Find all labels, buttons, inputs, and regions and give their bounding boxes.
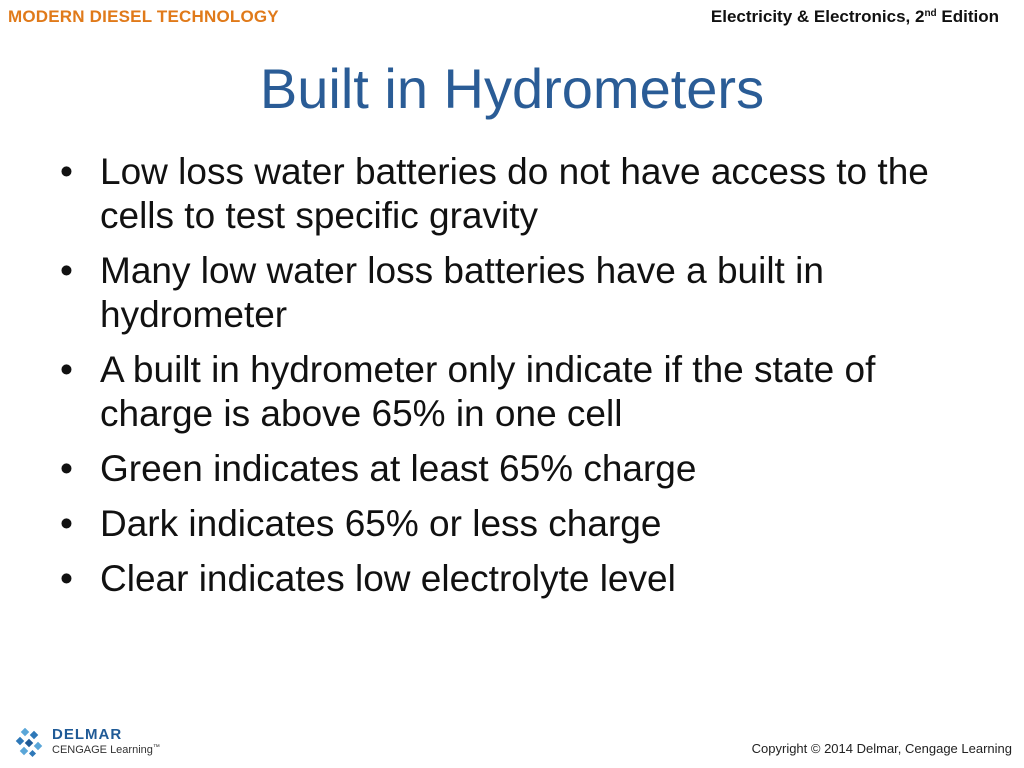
slide-title: Built in Hydrometers xyxy=(259,57,765,120)
logo-trademark: ™ xyxy=(152,744,160,751)
logo-name: DELMAR xyxy=(52,726,123,743)
bullet-text: Low loss water batteries do not have access to the cells to test specific gravity xyxy=(100,151,929,236)
bullet-item xyxy=(58,348,963,436)
logo-subtitle-text: CENGAGE Learning xyxy=(52,744,153,756)
bullet-dot-icon: • xyxy=(60,151,73,192)
bullet-dot-icon: • xyxy=(60,349,73,390)
bullet-text: Clear indicates low electrolyte level xyxy=(100,558,676,599)
logo-subtitle xyxy=(52,744,160,756)
bullet-list xyxy=(58,150,963,612)
bullet-item xyxy=(58,557,963,601)
bullet-text: A built in hydrometer only indicate if the state of charge is above 65% in one cell xyxy=(100,349,876,434)
bullet-item xyxy=(58,502,963,546)
bullet-text: Green indicates at least 65% charge xyxy=(100,448,697,489)
bullet-item xyxy=(58,447,963,491)
edition-superscript: nd xyxy=(924,8,937,19)
edition-title-tail: Edition xyxy=(936,7,999,26)
bullet-text: Dark indicates 65% or less charge xyxy=(100,503,662,544)
delmar-cengage-logo xyxy=(14,726,174,762)
bullet-dot-icon: • xyxy=(60,558,73,599)
bullet-dot-icon: • xyxy=(60,250,73,291)
edition-title-main: Electricity & Electronics, 2 xyxy=(710,7,925,26)
brand-title-left: MODERN DIESEL TECHNOLOGY xyxy=(8,7,279,26)
bullet-item xyxy=(58,249,963,337)
edition-title xyxy=(711,7,999,27)
bullet-item xyxy=(58,150,963,238)
delmar-cengage-logo-icon xyxy=(14,728,46,760)
bullet-text: Many low water loss batteries have a built in hydrometer xyxy=(100,250,824,335)
bullet-dot-icon: • xyxy=(60,448,73,489)
copyright-text: Copyright © 2014 Delmar, Cengage Learning xyxy=(751,741,1012,756)
bullet-dot-icon: • xyxy=(60,503,73,544)
